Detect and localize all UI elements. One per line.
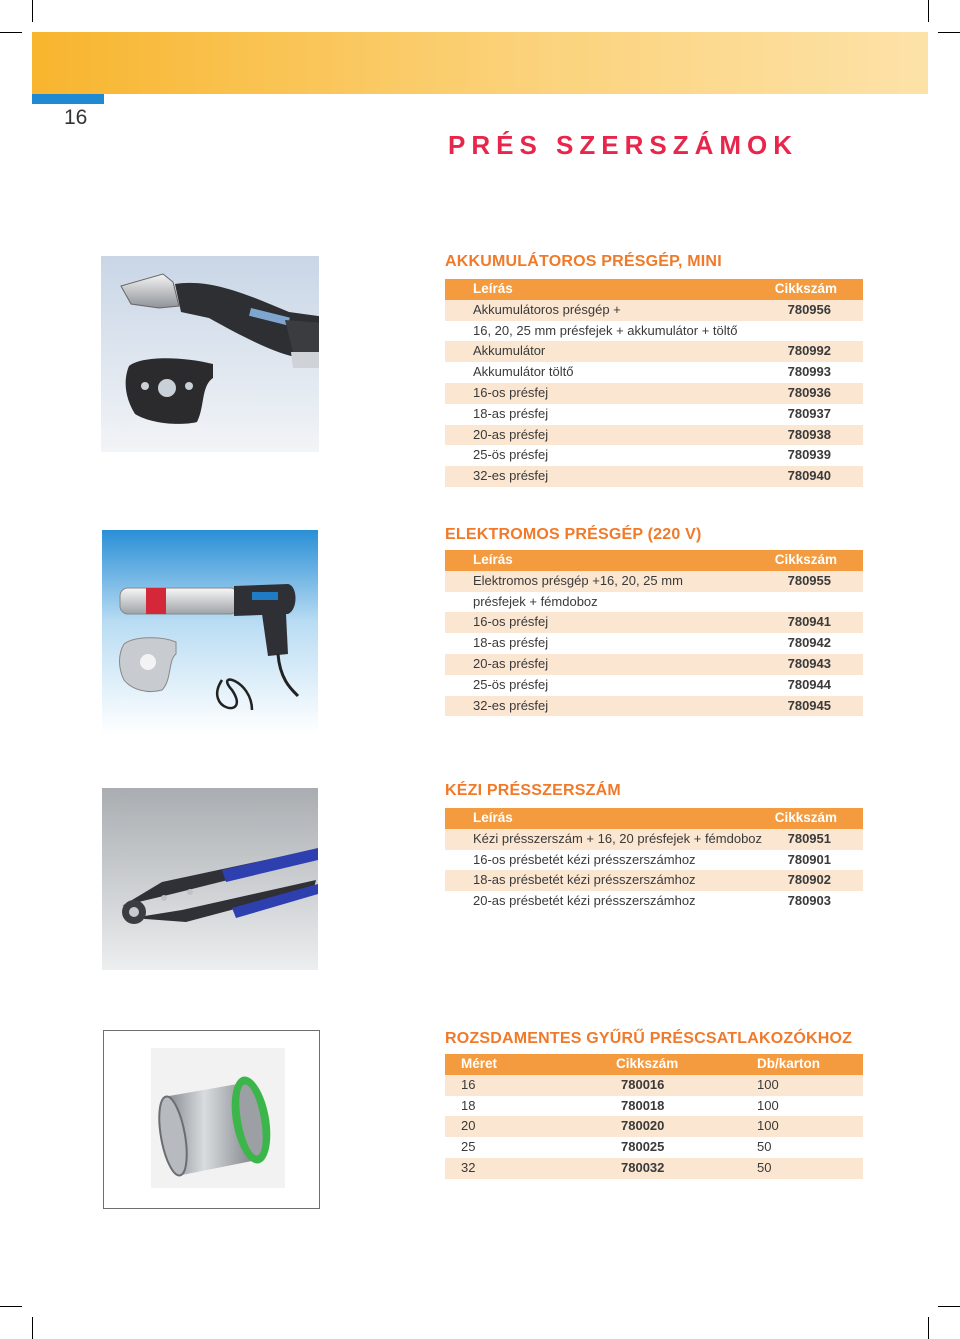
row-qty: 100 bbox=[757, 1097, 779, 1113]
crop-mark bbox=[928, 0, 929, 22]
table-row bbox=[445, 1116, 863, 1137]
table-header bbox=[445, 550, 863, 571]
row-code: 780951 bbox=[787, 830, 831, 846]
row-code: 780903 bbox=[787, 893, 831, 909]
row-code: 780945 bbox=[787, 697, 831, 713]
row-desc: Akkumulátor töltő bbox=[473, 364, 574, 380]
row-desc: 32-es présfej bbox=[473, 468, 549, 484]
row-desc: 16-os présbetét kézi présszerszámhoz bbox=[473, 851, 696, 867]
table-row bbox=[445, 696, 863, 717]
col-header-size: Méret bbox=[461, 1056, 498, 1071]
col-header-desc: Leírás bbox=[473, 810, 513, 825]
row-code: 780955 bbox=[787, 572, 831, 588]
row-code: 780941 bbox=[787, 614, 831, 630]
row-code: 780944 bbox=[787, 676, 831, 692]
section-title-electric-press: ELEKTROMOS PRÉSGÉP (220 V) bbox=[445, 526, 702, 543]
page-number: 16 bbox=[64, 106, 88, 129]
page-title: PRÉS SZERSZÁMOK bbox=[448, 130, 799, 160]
row-code: 780943 bbox=[787, 655, 831, 671]
crop-mark bbox=[32, 1317, 33, 1339]
col-header-desc: Leírás bbox=[473, 552, 513, 567]
crop-mark bbox=[0, 32, 22, 33]
row-size: 25 bbox=[461, 1139, 476, 1155]
header-band bbox=[32, 32, 928, 94]
table-header bbox=[445, 1054, 863, 1075]
row-code: 780940 bbox=[787, 468, 831, 484]
row-desc: présfejek + fémdoboz bbox=[473, 593, 598, 609]
row-desc: 18-as présfej bbox=[473, 635, 549, 651]
row-desc: 18-as présfej bbox=[473, 405, 549, 421]
row-size: 32 bbox=[461, 1159, 476, 1175]
section-title-battery-press: AKKUMULÁTOROS PRÉSGÉP, MINI bbox=[445, 253, 722, 270]
row-code: 780942 bbox=[787, 635, 831, 651]
row-desc: Elektromos présgép +16, 20, 25 mm bbox=[473, 572, 683, 588]
table-electric-press bbox=[445, 550, 863, 716]
table-row bbox=[445, 1096, 863, 1117]
row-code: 780939 bbox=[787, 447, 831, 463]
table-row bbox=[445, 891, 863, 912]
table-row bbox=[445, 675, 863, 696]
section-title-stainless-ring: ROZSDAMENTES GYŰRŰ PRÉSCSATLAKOZÓKHOZ bbox=[445, 1030, 853, 1047]
row-size: 18 bbox=[461, 1097, 476, 1113]
row-desc: 25-ös présfej bbox=[473, 676, 549, 692]
crop-mark bbox=[938, 1306, 960, 1307]
col-header-code: Cikkszám bbox=[774, 281, 837, 296]
table-battery-press bbox=[445, 279, 863, 487]
crop-mark bbox=[928, 1317, 929, 1339]
row-code: 780938 bbox=[787, 426, 831, 442]
row-desc: 25-ös présfej bbox=[473, 447, 549, 463]
manual-press-photo bbox=[102, 788, 318, 970]
row-code: 780020 bbox=[621, 1118, 665, 1134]
electric-press-photo bbox=[102, 530, 318, 734]
table-row bbox=[445, 425, 863, 446]
row-desc: 20-as présfej bbox=[473, 655, 549, 671]
section-title-manual-press: KÉZI PRÉSSZERSZÁM bbox=[445, 782, 621, 799]
table-row bbox=[445, 592, 863, 613]
table-manual-press bbox=[445, 808, 863, 912]
row-code: 780901 bbox=[787, 851, 831, 867]
row-desc: 16-os présfej bbox=[473, 614, 549, 630]
row-code: 780936 bbox=[787, 384, 831, 400]
col-header-desc: Leírás bbox=[473, 281, 513, 296]
table-row bbox=[445, 612, 863, 633]
row-size: 20 bbox=[461, 1118, 476, 1134]
table-row bbox=[445, 321, 863, 342]
table-row bbox=[445, 404, 863, 425]
table-row bbox=[445, 850, 863, 871]
stainless-ring-photo bbox=[103, 1030, 320, 1209]
page-tab bbox=[32, 94, 104, 104]
row-code: 780937 bbox=[787, 405, 831, 421]
table-row bbox=[445, 341, 863, 362]
row-desc: Kézi présszerszám + 16, 20 présfejek + fémdoboz bbox=[473, 830, 763, 846]
row-code: 780902 bbox=[787, 872, 831, 888]
row-desc: 32-es présfej bbox=[473, 697, 549, 713]
row-desc: 20-as présfej bbox=[473, 426, 549, 442]
crop-mark bbox=[0, 1306, 22, 1307]
table-row bbox=[445, 571, 863, 592]
row-desc: Akkumulátor bbox=[473, 343, 546, 359]
table-row bbox=[445, 633, 863, 654]
row-qty: 100 bbox=[757, 1076, 779, 1092]
table-row bbox=[445, 300, 863, 321]
row-desc: 18-as présbetét kézi présszerszámhoz bbox=[473, 872, 696, 888]
row-code: 780993 bbox=[787, 364, 831, 380]
row-qty: 50 bbox=[757, 1139, 772, 1155]
row-desc: 16, 20, 25 mm présfejek + akkumulátor + töltő bbox=[473, 322, 738, 338]
row-code: 780025 bbox=[621, 1139, 665, 1155]
col-header-code: Cikkszám bbox=[616, 1056, 679, 1071]
col-header-code: Cikkszám bbox=[774, 552, 837, 567]
col-header-qty: Db/karton bbox=[757, 1056, 821, 1071]
table-row bbox=[445, 466, 863, 487]
col-header-code: Cikkszám bbox=[774, 810, 837, 825]
table-stainless-ring bbox=[445, 1054, 863, 1179]
table-row bbox=[445, 383, 863, 404]
battery-press-photo bbox=[101, 256, 319, 452]
row-size: 16 bbox=[461, 1076, 476, 1092]
table-header bbox=[445, 279, 863, 300]
row-code: 780992 bbox=[787, 343, 831, 359]
table-row bbox=[445, 362, 863, 383]
table-row bbox=[445, 654, 863, 675]
table-header bbox=[445, 808, 863, 829]
table-row bbox=[445, 829, 863, 850]
row-desc: 20-as présbetét kézi présszerszámhoz bbox=[473, 893, 696, 909]
table-row bbox=[445, 1075, 863, 1096]
row-qty: 50 bbox=[757, 1159, 772, 1175]
row-code: 780018 bbox=[621, 1097, 665, 1113]
crop-mark bbox=[32, 0, 33, 22]
crop-mark bbox=[938, 32, 960, 33]
row-desc: 16-os présfej bbox=[473, 384, 549, 400]
table-row bbox=[445, 1158, 863, 1179]
row-qty: 100 bbox=[757, 1118, 779, 1134]
table-row bbox=[445, 870, 863, 891]
row-desc: Akkumulátoros présgép + bbox=[473, 301, 621, 317]
row-code: 780956 bbox=[787, 301, 831, 317]
row-code: 780032 bbox=[621, 1159, 665, 1175]
row-code: 780016 bbox=[621, 1076, 665, 1092]
table-row bbox=[445, 445, 863, 466]
table-row bbox=[445, 1137, 863, 1158]
